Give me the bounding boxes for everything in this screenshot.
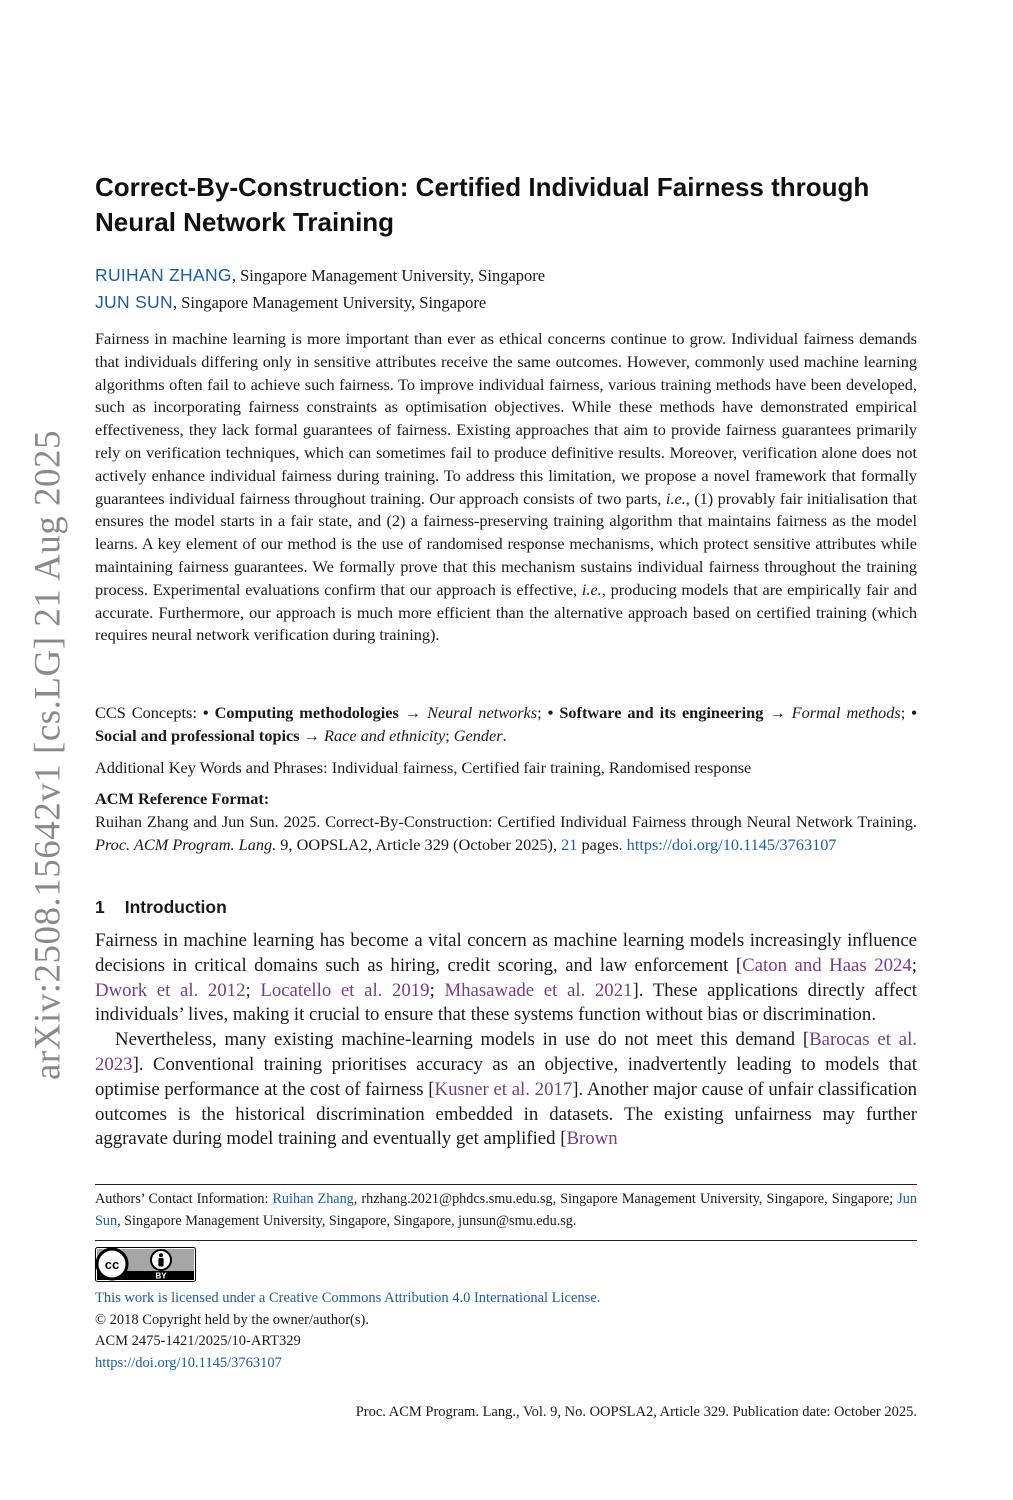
svg-text:cc: cc bbox=[104, 1257, 120, 1272]
citation-link[interactable]: Brown bbox=[566, 1128, 618, 1150]
citation-link[interactable]: Dwork et al. 2012 bbox=[95, 979, 246, 1001]
paragraph-text: Nevertheless, many existing machine-learning models in use do not meet this demand [ bbox=[115, 1029, 810, 1051]
reference-text: Ruihan Zhang and Jun Sun. 2025. Correct-By-Construction: Certified Individual Fairness through Neural Network Training. bbox=[95, 811, 917, 831]
author-name: JUN SUN bbox=[95, 292, 173, 312]
abstract-text: , producing models that are empirically fair and accurate. Furthermore, our approach is much more efficient than the alternative approach based on certified training (which requires neural network verification during training). bbox=[95, 579, 918, 645]
ccs-concept: • Social and professional topics bbox=[95, 703, 917, 745]
paragraph-text: Fairness in machine learning has become a vital concern as machine learning models increasingly influence decisions in critical domains such as hiring, credit scoring, and law enforcement [ bbox=[95, 930, 917, 976]
contact-text: , rhzhang.2021@phdcs.smu.edu.sg, Singapore Management University, Singapore, Singapore; bbox=[353, 1191, 898, 1207]
paragraph-text: ]. Conventional training prioritises accuracy as an objective, inadvertently leading to models that optimise performance at the cost of fairness [ bbox=[95, 1053, 917, 1100]
ccs-subconcept: Formal methods bbox=[791, 703, 901, 722]
author-line bbox=[95, 289, 545, 316]
paragraph bbox=[95, 929, 917, 1028]
abstract-ie: i.e. bbox=[665, 488, 686, 508]
ccs-arrow: → bbox=[299, 726, 325, 745]
abstract-text: Fairness in machine learning is more important than ever as ethical concerns continue to grow. Individual fairness demands that individuals differing only in sensitive attributes receive the same outcomes. However, commonly used machine learning algorithms often fail to achieve such fairness. To improve individual fairness, various training methods have been developed, such as incorporating fairness constraints as optimisation objectives. While these methods have demonstrated empirical effectiveness, they lack formal guarantees of fairness. Existing approaches that aim to provide fairness guarantees primarily rely on verification techniques, which can sometimes fail to produce definitive results. Moreover, verification alone does not actively enhance individual fairness during training. To address this limitation, we propose a novel framework that formally guarantees individual fairness throughout training. Our approach consists of two parts, bbox=[95, 329, 917, 508]
author-affiliation: , Singapore Management University, Singapore bbox=[231, 266, 546, 285]
paragraph bbox=[95, 1028, 917, 1152]
author-list bbox=[95, 262, 545, 316]
journal-name: Proc. ACM Program. Lang. bbox=[95, 834, 277, 854]
author-name: RUIHAN ZHANG bbox=[95, 265, 232, 285]
ccs-separator: ; bbox=[445, 726, 454, 745]
acm-reference-label: ACM Reference Format: bbox=[95, 789, 270, 808]
doi-link[interactable]: https://doi.org/10.1145/3763107 bbox=[95, 1354, 282, 1371]
paragraph-text: ]. These applications directly affect individuals’ lives, making it crucial to ensure that these systems function without bias or discrimination. bbox=[95, 979, 917, 1026]
license-info bbox=[95, 1288, 600, 1374]
acm-code: ACM 2475-1421/2025/10-ART329 bbox=[95, 1333, 301, 1350]
citation-link[interactable]: Locatello et al. 2019 bbox=[260, 979, 430, 1001]
page-footer: Proc. ACM Program. Lang., Vol. 9, No. OOPSLA2, Article 329. Publication date: October 2025. bbox=[355, 1404, 917, 1420]
ccs-concept: • Computing methodologies bbox=[202, 703, 399, 722]
citation-link[interactable]: Barocas et al. 2023 bbox=[95, 1029, 917, 1075]
license-divider bbox=[95, 1240, 917, 1241]
section-heading bbox=[95, 897, 227, 918]
ccs-arrow: → bbox=[763, 703, 792, 722]
citation-link[interactable]: Caton and Haas 2024 bbox=[742, 954, 912, 976]
doi-link[interactable]: https://doi.org/10.1145/3763107 bbox=[626, 834, 837, 854]
ccs-label: CCS Concepts: bbox=[95, 703, 203, 722]
ccs-end: . bbox=[502, 726, 507, 745]
paragraph-text: ; bbox=[911, 954, 917, 976]
ccs-subconcept: Gender bbox=[453, 726, 503, 745]
abstract-text: , (1) provably fair initialisation that ensures the model starts in a fair state, and (2) a fairness-preserving training algorithm that maintains fairness as the model learns. A key element of our method is the use of randomised response mechanisms, which protect sensitive attributes while maintaining fairness guarantees. We formally prove that this mechanism sustains individual fairness throughout the training process. Experimental evaluations confirm that our approach is effective, bbox=[95, 488, 918, 599]
ccs-arrow: → bbox=[398, 703, 428, 722]
section-number: 1 bbox=[95, 897, 105, 917]
reference-text: pages. bbox=[577, 834, 627, 854]
cc-by-badge[interactable] bbox=[95, 1247, 196, 1282]
contact-text: Authors’ Contact Information: bbox=[95, 1191, 273, 1207]
author-link[interactable]: Ruihan Zhang bbox=[272, 1191, 354, 1207]
ccs-subconcept: Neural networks bbox=[427, 703, 538, 722]
paragraph-text: ]. Another major cause of unfair classification outcomes is the historical discrimination embedded in datasets. The existing unfairness may further aggravate during model training and eventually get amplified [ bbox=[95, 1078, 917, 1150]
contact-text: , Singapore Management University, Singapore, Singapore, junsun@smu.edu.sg. bbox=[117, 1212, 577, 1229]
ccs-separator: ; bbox=[900, 703, 912, 722]
citation-link[interactable]: Mhasawade et al. 2021 bbox=[444, 979, 633, 1001]
pages-link[interactable]: 21 bbox=[561, 834, 578, 854]
badge-label: BY bbox=[155, 1271, 167, 1281]
author-line bbox=[95, 262, 545, 289]
paragraph-text: ; bbox=[245, 979, 261, 1001]
keywords: Additional Key Words and Phrases: Individual fairness, Certified fair training, Randomised response bbox=[95, 758, 752, 777]
citation-link[interactable]: Kusner et al. 2017 bbox=[434, 1078, 573, 1100]
acm-reference bbox=[95, 788, 917, 856]
ccs-concepts bbox=[95, 701, 917, 747]
introduction-body bbox=[95, 929, 917, 1152]
acm-reference-text bbox=[95, 811, 917, 857]
ccs-subconcept: Race and ethnicity bbox=[324, 726, 446, 745]
paper-title: Correct-By-Construction: Certified Individual Fairness through Neural Network Training bbox=[95, 172, 870, 237]
arxiv-identifier: arXiv:2508.15642v1 [cs.LG] 21 Aug 2025 bbox=[27, 430, 69, 1080]
section-title: Introduction bbox=[124, 897, 227, 917]
author-link[interactable]: Jun Sun bbox=[95, 1191, 917, 1229]
copyright-line: © 2018 Copyright held by the owner/author(s). bbox=[95, 1311, 369, 1328]
abstract bbox=[95, 328, 917, 647]
abstract-ie: i.e. bbox=[581, 579, 602, 599]
author-contact-info bbox=[95, 1189, 917, 1232]
footnote-divider bbox=[95, 1184, 917, 1185]
ccs-separator: ; bbox=[537, 703, 548, 722]
license-link[interactable]: This work is licensed under a Creative Commons Attribution 4.0 International License. bbox=[95, 1290, 601, 1306]
reference-text: 9, OOPSLA2, Article 329 (October 2025), bbox=[276, 834, 562, 854]
ccs-concept: • Software and its engineering bbox=[547, 703, 764, 722]
paragraph-text: ; bbox=[429, 979, 445, 1001]
author-affiliation: , Singapore Management University, Singapore bbox=[172, 293, 487, 312]
